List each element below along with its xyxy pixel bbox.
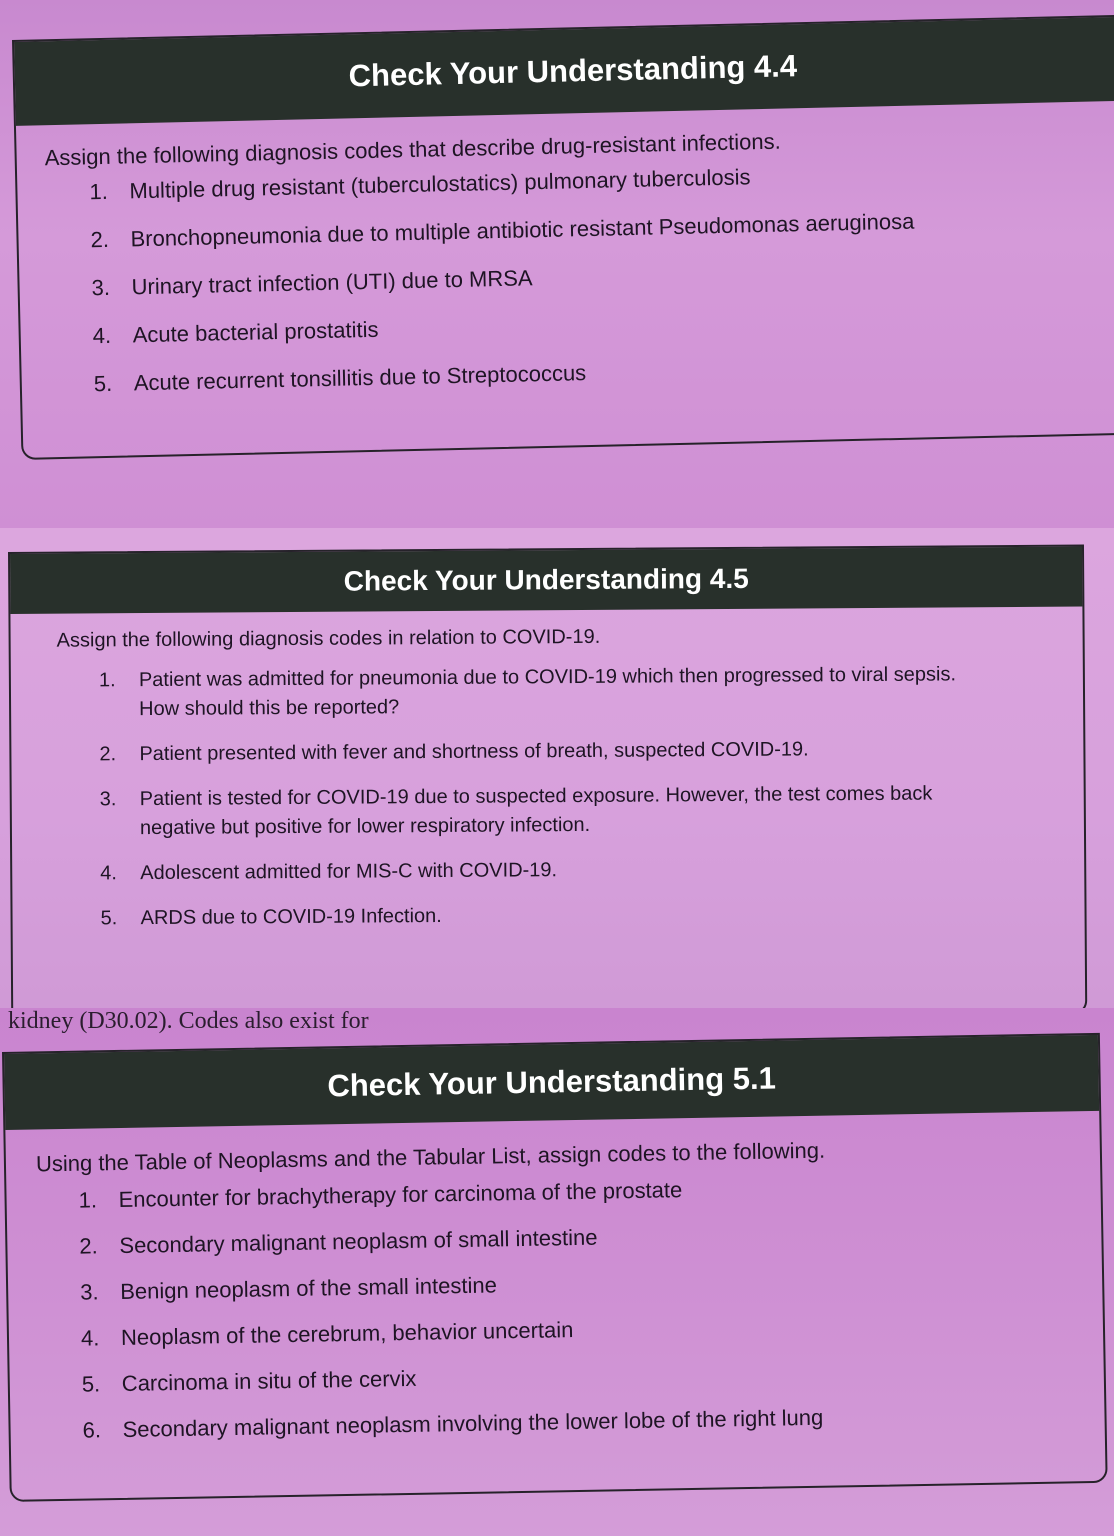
box-title: Check Your Understanding 4.4 [348,48,798,94]
page-photo-2 [0,528,1114,1008]
question-item [90,203,1114,255]
box-title: Check Your Understanding 4.5 [343,562,749,597]
box-header [14,17,1114,126]
question-number: 4. [100,862,118,885]
question-text: Encounter for brachytherapy for carcinoma of the prostate [118,1177,683,1212]
question-number: 1. [78,1187,98,1213]
page-body-text: kidney (D30.02). Codes also exist for [8,1008,369,1034]
box-header [4,1035,1099,1130]
question-text: Secondary malignant neoplasm involving the lower lobe of the right lung [122,1404,824,1442]
cyu-box-4-4 [12,15,1114,460]
question-number: 4. [80,1325,100,1351]
box-header [10,547,1082,614]
question-text: Bronchopneumonia due to multiple antibiotic resistant Pseudomonas aeruginosa [130,208,915,252]
question-item [99,660,999,724]
question-number: 3. [99,788,117,811]
question-text: Patient presented with fever and shortness of breath, suspected COVID-19. [139,738,809,766]
question-number: 1. [89,178,109,205]
question-number: 1. [98,669,116,692]
question-text: Adolescent admitted for MIS-C with COVID-19. [140,859,558,885]
question-item [94,347,1114,399]
question-item [79,1215,1101,1261]
question-item [99,734,999,769]
page-photo-3 [0,1008,1114,1536]
question-text: Patient was admitted for pneumonia due to COVID-19 which then progressed to viral sepsis. How should this be reported? [138,663,957,721]
question-text: Benign neoplasm of the small intestine [119,1272,498,1304]
question-item [82,1353,1104,1399]
question-item [82,1399,1104,1445]
question-number: 3. [79,1279,99,1305]
question-list [11,659,1085,933]
question-list [6,1169,1104,1446]
question-text: Acute recurrent tonsillitis due to Streptococcus [133,360,587,396]
question-item [91,251,1114,303]
question-number: 6. [82,1417,102,1443]
question-text: Carcinoma in situ of the cervix [121,1365,417,1396]
question-item [78,1169,1100,1215]
cyu-box-4-5 [8,544,1087,1008]
question-item [100,898,1000,933]
question-text: Patient is tested for COVID-19 due to suspected exposure. However, the test comes back negative but positive for lower respiratory infection. [139,782,933,840]
question-item [80,1261,1102,1307]
box-instructions: Assign the following diagnosis codes in relation to COVID-19. [56,625,601,652]
cyu-box-5-1 [2,1033,1108,1502]
question-item [92,299,1114,351]
question-item [100,853,1000,888]
box-instructions: Using the Table of Neoplasms and the Tabular List, assign codes to the following. [35,1137,826,1177]
question-item [81,1307,1103,1353]
question-text: Urinary tract infection (UTI) due to MRSA [131,265,533,300]
box-title: Check Your Understanding 5.1 [327,1060,777,1104]
question-text: Neoplasm of the cerebrum, behavior uncertain [120,1317,574,1350]
question-item [100,779,1000,843]
question-number: 2. [90,226,110,253]
question-number: 5. [81,1371,101,1397]
question-number: 2. [99,743,117,766]
question-text: Acute bacterial prostatitis [132,316,379,348]
page-photo-1 [0,0,1114,528]
question-number: 2. [79,1233,98,1259]
box-instructions: Assign the following diagnosis codes that describe drug-resistant infections. [44,128,781,171]
question-text: ARDS due to COVID-19 Infection. [140,904,442,930]
question-number: 5. [100,907,118,930]
question-list [17,155,1114,400]
question-text: Multiple drug resistant (tuberculostatics) pulmonary tuberculosis [129,164,751,204]
question-number: 4. [92,322,112,349]
question-number: 5. [93,370,113,397]
question-number: 3. [91,274,111,301]
question-text: Secondary malignant neoplasm of small intestine [119,1224,598,1258]
